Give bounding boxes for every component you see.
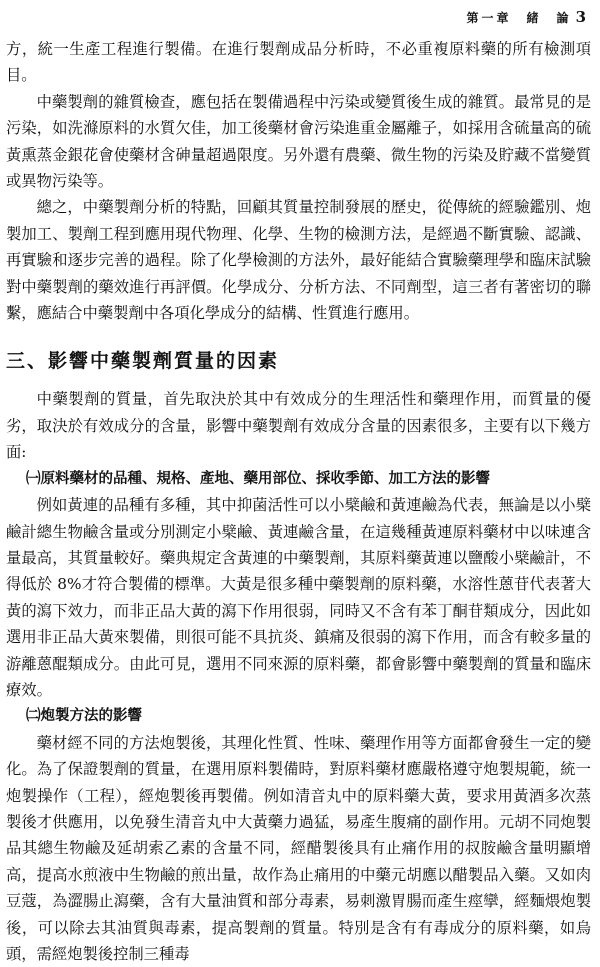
body-text bbox=[6, 36, 591, 967]
paragraph-continuation: 方，統一生產工程進行製備。在進行製劑成品分析時，不必重複原料藥的所有檢測項目。 bbox=[6, 40, 591, 85]
paragraph-processing: 藥材經不同的方法炮製後，其理化性質、性味、藥理作用等方面都會發生一定的變化。為了保證製劑的質量，在選用原料製備時，對原料藥材應嚴格遵守炮製規範，統一炮製操作（工程），經炮製後再製備。例如清音丸中的原料藥大黃，要求用黃酒多次蒸製後才供應用，以免發生清音丸中大黃藥力過猛，易產生腹痛的副作用。元胡不同炮製品其總生物鹼及延胡索乙素的含量不同，經醋製後具有止痛作用的叔胺鹼含量明顯增高，提高水煎液中生物鹼的煎出量，故作為止痛用的中藥元胡應以醋製品入藥。又如肉豆蔻，為澀腸止瀉藥，含有大量油質和部分毒素，易刺激胃腸而產生痙攣，經麵煨炮製後，可以除去其油質與毒素，提高製劑的質量。特別是含有有毒成分的原料藥，如烏頭，需經炮製後控制三種毒 bbox=[6, 733, 591, 963]
page-number: 3 bbox=[575, 8, 586, 26]
section-intro-paragraph: 中藥製劑的質量，首先取決於其中有效成分的生理活性和藥理作用，而質量的優劣，取決於有效成分的含量，影響中藥製劑有效成分含量的因素很多，主要有以下幾方面: bbox=[6, 390, 591, 462]
chapter-title: 第一章 緒 論 bbox=[466, 11, 572, 25]
paragraph-summary: 總之，中藥製劑分析的特點，回顧其質量控制發展的歷史，從傳統的經驗鑑別、炮製加工、製劑工程到應用現代物理、化學、生物的檢測方法，是經過不斷實驗、認識、再實驗和逐步完善的過程。除了化學檢測的方法外，最好能結合實驗藥理學和臨床試驗對中藥製劑的藥效進行再評價。化學成分、分析方法、不同劑型，這三者有著密切的聯繫，應結合中藥製劑中各項化學成分的結構、性質進行應用。 bbox=[6, 198, 591, 323]
section-heading: 三、影響中藥製劑質量的因素 bbox=[6, 350, 280, 373]
paragraph-impurity-check: 中藥製劑的雜質檢查，應包括在製備過程中污染或變質後生成的雜質。最常見的是污染，如洗滌原料的水質欠佳，加工後藥材會污染進重金屬離子，如採用含硫量高的硫黃熏蒸金銀花會使藥材含砷量超過限度。另外還有農藥、微生物的污染及貯藏不當變質或異物污染等。 bbox=[6, 92, 591, 191]
running-header bbox=[467, 8, 586, 26]
subsection-heading-raw-materials: ㈠原料藥材的品種、規格、產地、藥用部位、採收季節、加工方法的影響 bbox=[26, 470, 490, 487]
paragraph-raw-materials: 例如黃連的品種有多種，其中抑菌活性可以小檗鹼和黃連鹼為代表，無論是以小檗鹼計總生物鹼含量或分別測定小檗鹼、黃連鹼含量，在這幾種黃連原料藥材中以味連含量最高，其質量較好。藥典規定含黃連的中藥製劑，其原料藥黃連以鹽酸小檗鹼計，不得低於 8%才符合製備的標準。大黃是很多種中藥製劑的原料藥，水溶性蒽苷代表著大黃的瀉下效力，而非正品大黃的瀉下作用很弱，同時又不含有苯丁酮苷類成分，因此如選用非正品大黃來製備，則很可能不具抗炎、鎮痛及很弱的瀉下作用，而含有較多量的游離蒽醌類成分。由此可見，選用不同來源的原料藥，都會影響中藥製劑的質量和臨床療效。 bbox=[6, 496, 591, 699]
subsection-heading-processing: ㈡炮製方法的影響 bbox=[26, 708, 142, 725]
